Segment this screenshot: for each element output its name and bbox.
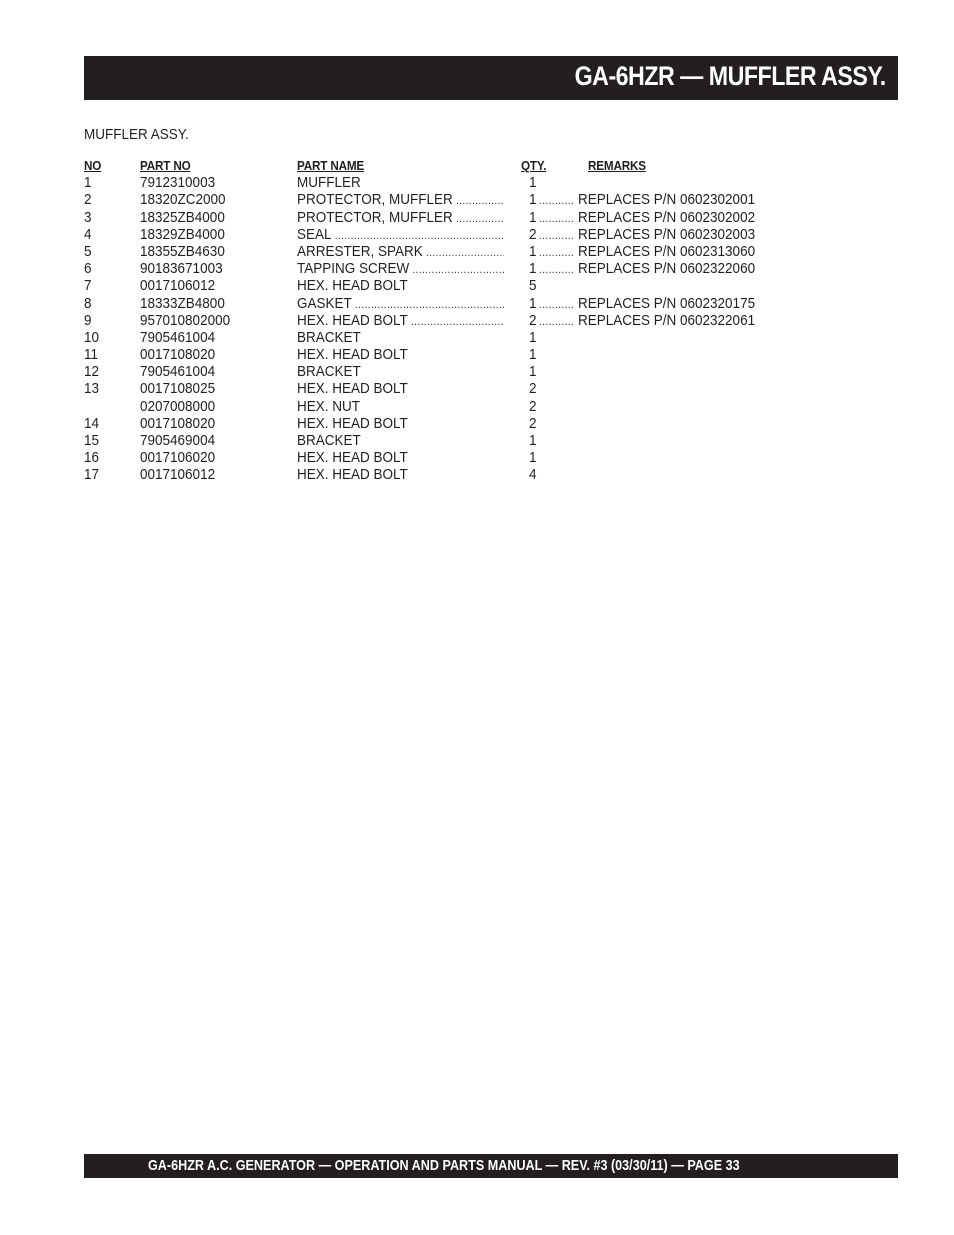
part-name-cell: [297, 174, 504, 191]
row-number: 10: [84, 328, 100, 346]
remarks: REPLACES P/N 0602322060: [577, 260, 756, 278]
row-number: 6: [84, 260, 92, 278]
remarks: REPLACES P/N 0602302001: [577, 191, 756, 209]
dot-leader: ...........: [539, 195, 575, 208]
dot-leader: ...........: [539, 212, 575, 225]
part-number: 7905461004: [140, 363, 216, 381]
part-number: 0017108020: [140, 414, 216, 432]
table-row: [84, 243, 784, 260]
parts-table: [84, 157, 784, 484]
column-header-part-no: PART NO: [140, 158, 191, 173]
part-number: 18325ZB4000: [140, 208, 225, 226]
row-number: 7: [84, 277, 92, 295]
row-number: 15: [84, 432, 100, 449]
part-number: 7905461004: [140, 328, 216, 346]
part-number: 0017106012: [140, 277, 216, 295]
dot-leader: ...........: [539, 229, 575, 242]
part-name: PROTECTOR, MUFFLER .....: [297, 209, 504, 226]
part-name: HEX. HEAD BOLT: [297, 466, 408, 484]
page-title-bar: [84, 56, 898, 100]
dot-leader: ...........: [539, 246, 575, 259]
part-number: 18355ZB4630: [140, 242, 225, 260]
part-name: HEX. HEAD BOLT: [297, 380, 408, 398]
row-number: 12: [84, 363, 100, 381]
quantity: 2: [529, 225, 537, 243]
part-name-cell: [297, 432, 504, 449]
table-body: [84, 174, 784, 483]
part-name: PROTECTOR, MUFFLER .....: [297, 191, 504, 208]
part-number: 18320ZC2000: [140, 191, 226, 209]
part-name-cell: [297, 380, 504, 397]
footer-bar: [84, 1154, 898, 1178]
part-number: 957010802000: [140, 311, 231, 329]
quantity: 1: [529, 328, 537, 346]
remarks: REPLACES P/N 0602320175: [577, 294, 756, 312]
remarks: REPLACES P/N 0602302002: [577, 208, 756, 226]
table-row: [84, 432, 784, 449]
table-header: [84, 157, 784, 174]
row-number: 8: [84, 294, 92, 312]
part-name-cell: [297, 346, 504, 363]
row-number: 17: [84, 466, 100, 484]
table-row: [84, 295, 784, 312]
row-number: 2: [84, 191, 92, 209]
quantity: 1: [529, 191, 537, 209]
part-name-cell: [297, 449, 504, 466]
part-name: ARRESTER, SPARK .....: [297, 243, 504, 260]
quantity: 1: [529, 449, 537, 467]
part-name: SEAL .....: [297, 226, 504, 243]
part-name: HEX. HEAD BOLT: [297, 449, 408, 467]
part-name: HEX. HEAD BOLT: [297, 414, 408, 432]
part-name-cell: [297, 398, 504, 415]
dot-leader: ...........: [539, 298, 575, 311]
quantity: 1: [529, 174, 537, 192]
part-name-cell: [297, 415, 504, 432]
column-header-remarks: REMARKS: [588, 158, 646, 173]
table-row: [84, 260, 784, 277]
quantity: 1: [529, 260, 537, 278]
dot-leader: ...........: [539, 315, 575, 328]
part-number: 0017108025: [140, 380, 216, 398]
part-name-cell: [297, 466, 504, 483]
quantity: 2: [529, 397, 537, 415]
part-number: 7905469004: [140, 432, 216, 449]
column-header-no: NO: [84, 158, 102, 173]
quantity: 2: [529, 414, 537, 432]
page-title: GA-6HZR — MUFFLER ASSY.: [574, 61, 886, 91]
part-name-cell: [297, 277, 504, 294]
part-name-cell: [297, 329, 504, 346]
part-number: 90183671003: [140, 260, 223, 278]
row-number: 4: [84, 225, 92, 243]
remarks: REPLACES P/N 0602302003: [577, 225, 756, 243]
part-number: 0207008000: [140, 397, 216, 415]
table-row: [84, 449, 784, 466]
quantity: 4: [529, 466, 537, 484]
quantity: 1: [529, 294, 537, 312]
quantity: 1: [529, 242, 537, 260]
part-name-cell: [297, 363, 504, 380]
table-row: [84, 226, 784, 243]
part-number: 0017106020: [140, 449, 216, 467]
table-row: [84, 363, 784, 380]
part-number: 18333ZB4800: [140, 294, 225, 312]
table-row: [84, 329, 784, 346]
table-row: [84, 346, 784, 363]
part-name: HEX. HEAD BOLT: [297, 346, 408, 364]
quantity: 5: [529, 277, 537, 295]
part-name: HEX. NUT: [297, 397, 361, 415]
row-number: 14: [84, 414, 100, 432]
table-row: [84, 277, 784, 294]
part-name: BRACKET: [297, 328, 361, 346]
part-name: HEX. HEAD BOLT .....: [297, 312, 504, 329]
row-number: 13: [84, 380, 100, 398]
row-number: 16: [84, 449, 100, 467]
column-header-part-name: PART NAME: [297, 158, 365, 173]
part-name: GASKET .....: [297, 295, 504, 312]
part-name: TAPPING SCREW .....: [297, 260, 504, 277]
table-row: [84, 174, 784, 191]
part-name: HEX. HEAD BOLT: [297, 277, 408, 295]
row-number: 1: [84, 174, 92, 192]
quantity: 2: [529, 380, 537, 398]
table-row: [84, 398, 784, 415]
section-title: MUFFLER ASSY.: [84, 126, 189, 143]
part-number: 7912310003: [140, 174, 216, 192]
remarks: REPLACES P/N 0602313060: [577, 242, 756, 260]
table-row: [84, 415, 784, 432]
part-number: 0017108020: [140, 346, 216, 364]
footer-text: GA-6HZR A.C. GENERATOR — OPERATION AND PARTS MANUAL — REV. #3 (03/30/11) — PAGE 33: [148, 1157, 740, 1174]
table-row: [84, 191, 784, 208]
row-number: 3: [84, 208, 92, 226]
dot-leader: ...........: [539, 264, 575, 277]
table-row: [84, 312, 784, 329]
quantity: 1: [529, 346, 537, 364]
quantity: 2: [529, 311, 537, 329]
part-name: MUFFLER: [297, 174, 361, 192]
table-row: [84, 380, 784, 397]
row-number: 9: [84, 311, 92, 329]
quantity: 1: [529, 363, 537, 381]
row-number: 11: [84, 346, 99, 364]
column-header-qty: QTY.: [521, 158, 547, 173]
part-number: 18329ZB4000: [140, 225, 225, 243]
quantity: 1: [529, 432, 537, 449]
part-name: BRACKET: [297, 363, 361, 381]
table-row: [84, 466, 784, 483]
part-number: 0017106012: [140, 466, 216, 484]
quantity: 1: [529, 208, 537, 226]
row-number: 5: [84, 242, 92, 260]
part-name: BRACKET: [297, 432, 361, 449]
table-row: [84, 209, 784, 226]
remarks: REPLACES P/N 0602322061: [577, 311, 756, 329]
